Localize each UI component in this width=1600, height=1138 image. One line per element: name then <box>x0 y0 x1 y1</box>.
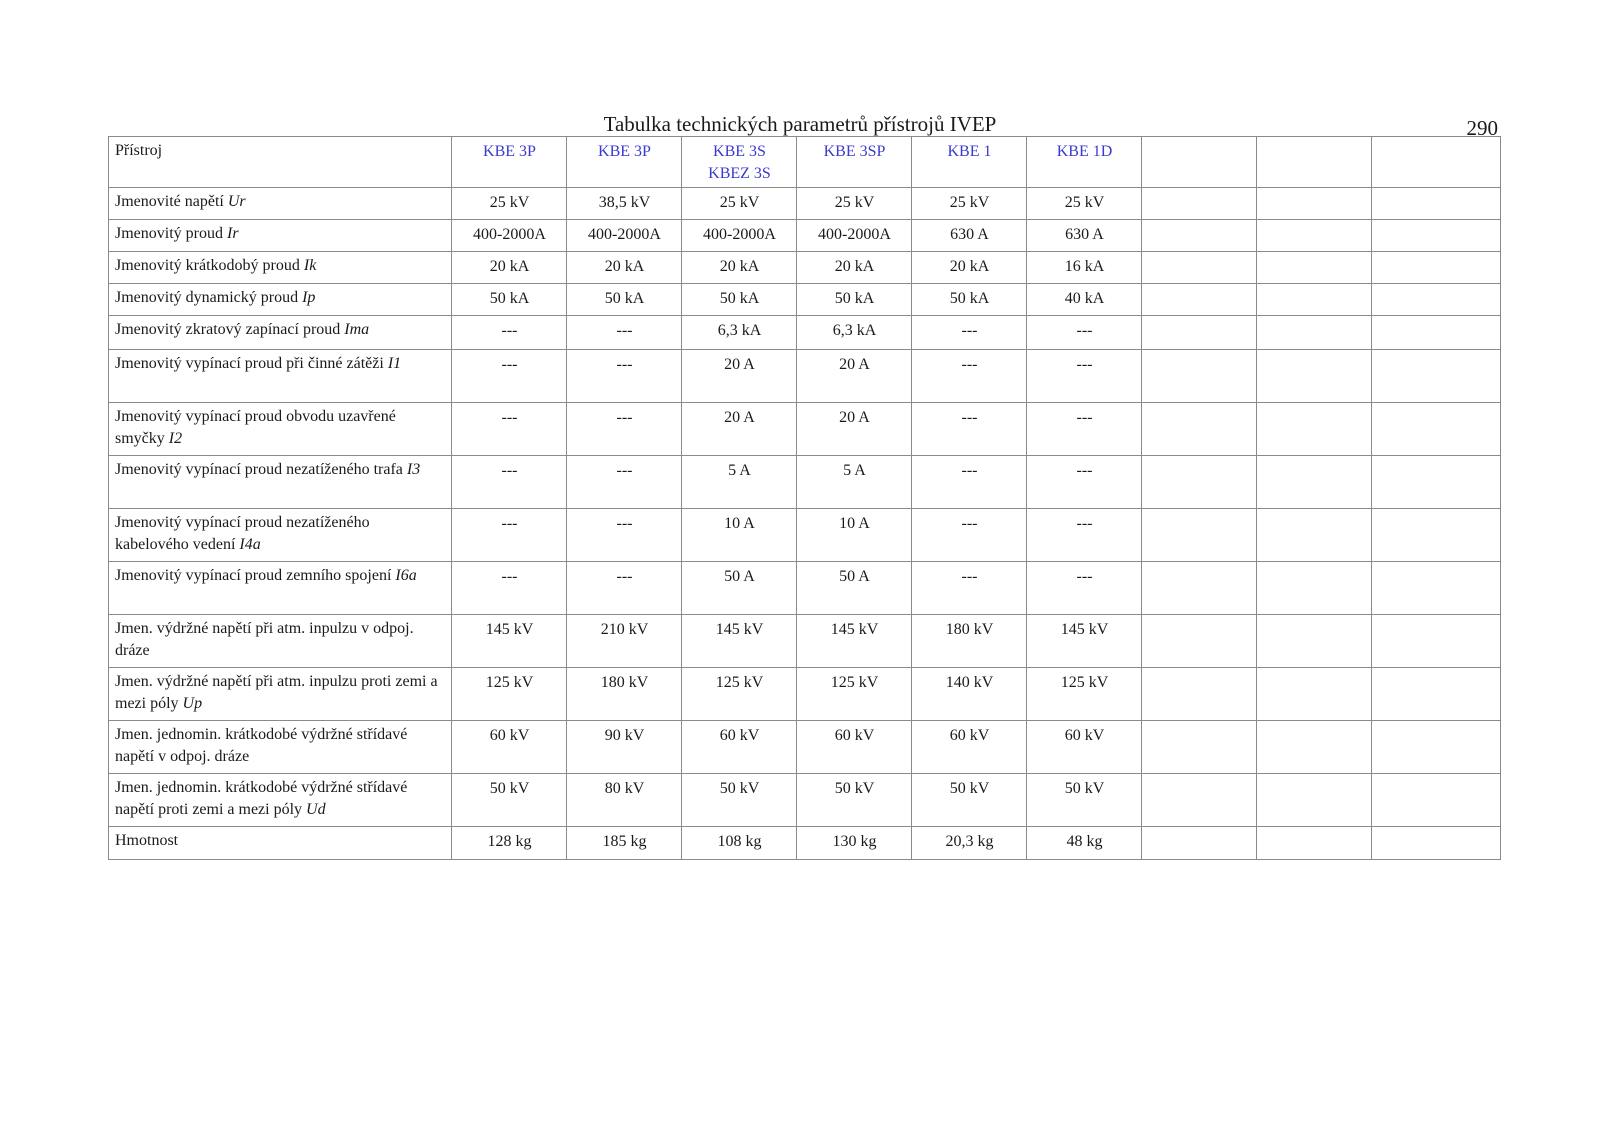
value-cell: --- <box>567 350 682 403</box>
value-cell <box>1257 188 1372 220</box>
table-row <box>109 220 1501 252</box>
table-row <box>109 774 1501 827</box>
value-cell: --- <box>567 403 682 456</box>
device-name: KBE 3P <box>598 143 651 160</box>
value-cell: --- <box>567 562 682 615</box>
header-device-cell <box>797 137 912 188</box>
value-cell: 630 A <box>912 220 1027 252</box>
value-cell: --- <box>452 316 567 350</box>
value-cell: 20 A <box>797 350 912 403</box>
value-cell <box>1257 220 1372 252</box>
value-cell <box>1142 721 1257 774</box>
parameter-label-cell <box>109 252 452 284</box>
value-cell: 25 kV <box>912 188 1027 220</box>
value-cell <box>1142 403 1257 456</box>
value-cell: 140 kV <box>912 668 1027 721</box>
value-cell: --- <box>1027 403 1142 456</box>
value-cell <box>1372 827 1501 860</box>
value-cell: --- <box>912 456 1027 509</box>
value-cell <box>1142 350 1257 403</box>
parameter-name: Jmenovitý proud <box>115 225 227 242</box>
value-cell: 60 kV <box>452 721 567 774</box>
value-cell <box>1257 562 1372 615</box>
value-cell: 400-2000A <box>682 220 797 252</box>
parameter-label-cell <box>109 774 452 827</box>
parameter-label-cell <box>109 403 452 456</box>
value-cell: 210 kV <box>567 615 682 668</box>
value-cell <box>1257 316 1372 350</box>
value-cell: 5 A <box>682 456 797 509</box>
parameter-symbol: Ima <box>344 321 370 338</box>
value-cell: --- <box>452 350 567 403</box>
value-cell: 400-2000A <box>797 220 912 252</box>
value-cell <box>1372 509 1501 562</box>
parameter-label-cell <box>109 827 452 860</box>
value-cell <box>1257 350 1372 403</box>
parameter-name: Jmen. jednomin. krátkodobé výdržné střídavé napětí proti zemi a mezi póly <box>115 779 408 818</box>
parameter-name: Jmenovitý vypínací proud nezatíženého trafa <box>115 461 407 478</box>
parameter-symbol: Up <box>182 695 203 712</box>
parameter-label-cell <box>109 668 452 721</box>
value-cell: 10 A <box>682 509 797 562</box>
parameter-label-cell <box>109 456 452 509</box>
value-cell <box>1372 668 1501 721</box>
value-cell: 50 kV <box>912 774 1027 827</box>
parameter-symbol: I1 <box>387 355 402 372</box>
value-cell: 50 kA <box>452 284 567 316</box>
value-cell: --- <box>567 509 682 562</box>
parameter-symbol: Ir <box>227 225 239 242</box>
parameter-name: Jmenovitý dynamický proud <box>115 289 303 306</box>
page-number: 290 <box>1466 116 1498 140</box>
value-cell: --- <box>1027 350 1142 403</box>
table-row <box>109 827 1501 860</box>
value-cell: --- <box>912 350 1027 403</box>
header-device-cell <box>1142 137 1257 188</box>
value-cell: 50 kA <box>912 284 1027 316</box>
value-cell: 60 kV <box>912 721 1027 774</box>
parameter-symbol: I4a <box>239 536 261 553</box>
value-cell <box>1372 188 1501 220</box>
table-row <box>109 456 1501 509</box>
value-cell: 60 kV <box>1027 721 1142 774</box>
value-cell <box>1372 774 1501 827</box>
value-cell: 38,5 kV <box>567 188 682 220</box>
value-cell <box>1372 284 1501 316</box>
value-cell <box>1257 403 1372 456</box>
parameter-symbol: Ud <box>306 801 326 818</box>
value-cell: 145 kV <box>452 615 567 668</box>
value-cell <box>1142 316 1257 350</box>
value-cell: 50 kV <box>797 774 912 827</box>
header-device-cell <box>682 137 797 188</box>
value-cell: 25 kV <box>1027 188 1142 220</box>
value-cell: 400-2000A <box>452 220 567 252</box>
value-cell <box>1142 562 1257 615</box>
value-cell: 180 kV <box>912 615 1027 668</box>
value-cell: 400-2000A <box>567 220 682 252</box>
table-row <box>109 403 1501 456</box>
value-cell <box>1142 774 1257 827</box>
value-cell <box>1142 615 1257 668</box>
value-cell: 130 kg <box>797 827 912 860</box>
parameter-symbol: Ik <box>303 257 317 274</box>
device-name: KBE 1D <box>1056 143 1113 160</box>
device-name: KBE 3P <box>483 143 536 160</box>
table-row <box>109 350 1501 403</box>
parameter-symbol: I3 <box>406 461 421 478</box>
value-cell: --- <box>567 456 682 509</box>
parameter-name: Jmen. jednomin. krátkodobé výdržné střídavé napětí v odpoj. dráze <box>115 726 408 765</box>
parameter-symbol: Ip <box>302 289 316 306</box>
device-name: KBE 1 <box>947 143 992 160</box>
value-cell: 20 kA <box>682 252 797 284</box>
value-cell: 125 kV <box>1027 668 1142 721</box>
value-cell <box>1257 509 1372 562</box>
device-name: KBE 3S <box>713 143 766 160</box>
value-cell: --- <box>1027 456 1142 509</box>
table-row <box>109 188 1501 220</box>
parameter-name: Jmenovitý krátkodobý proud <box>115 257 304 274</box>
value-cell <box>1257 721 1372 774</box>
value-cell: 125 kV <box>682 668 797 721</box>
value-cell: 90 kV <box>567 721 682 774</box>
parameter-symbol: I6a <box>395 567 417 584</box>
parameter-label-cell <box>109 350 452 403</box>
value-cell <box>1142 509 1257 562</box>
value-cell: 125 kV <box>452 668 567 721</box>
value-cell: 180 kV <box>567 668 682 721</box>
value-cell: 60 kV <box>797 721 912 774</box>
value-cell: 20 kA <box>912 252 1027 284</box>
value-cell <box>1372 403 1501 456</box>
value-cell <box>1372 456 1501 509</box>
table-row <box>109 721 1501 774</box>
parameter-label-cell <box>109 316 452 350</box>
value-cell: --- <box>567 316 682 350</box>
value-cell: 20 kA <box>797 252 912 284</box>
table-row <box>109 316 1501 350</box>
parameter-name: Jmenovité napětí <box>115 193 228 210</box>
value-cell: --- <box>452 403 567 456</box>
value-cell: --- <box>1027 316 1142 350</box>
value-cell <box>1142 456 1257 509</box>
value-cell: 185 kg <box>567 827 682 860</box>
value-cell: --- <box>912 403 1027 456</box>
value-cell: --- <box>452 509 567 562</box>
value-cell <box>1257 284 1372 316</box>
value-cell: 25 kV <box>452 188 567 220</box>
parameter-name: Hmotnost <box>115 832 179 849</box>
value-cell <box>1142 668 1257 721</box>
header-label-cell: Přístroj <box>109 137 452 188</box>
value-cell: 25 kV <box>682 188 797 220</box>
value-cell: --- <box>452 562 567 615</box>
table-body <box>109 137 1501 860</box>
value-cell: 50 kA <box>682 284 797 316</box>
value-cell: 48 kg <box>1027 827 1142 860</box>
table-row <box>109 615 1501 668</box>
parameter-name: Jmen. výdržné napětí při atm. inpulzu v odpoj. dráze <box>115 620 414 659</box>
value-cell <box>1257 252 1372 284</box>
table-row <box>109 562 1501 615</box>
header-device-cell <box>1372 137 1501 188</box>
parameter-symbol: Ur <box>227 193 246 210</box>
value-cell: 145 kV <box>1027 615 1142 668</box>
table-row <box>109 284 1501 316</box>
value-cell: 6,3 kA <box>682 316 797 350</box>
value-cell <box>1142 284 1257 316</box>
parameters-table <box>108 136 1501 860</box>
header-device-cell <box>1257 137 1372 188</box>
value-cell: 128 kg <box>452 827 567 860</box>
parameter-symbol: I2 <box>168 430 183 447</box>
value-cell: 145 kV <box>797 615 912 668</box>
value-cell <box>1372 220 1501 252</box>
header-device-cell <box>912 137 1027 188</box>
value-cell: 25 kV <box>797 188 912 220</box>
value-cell <box>1372 252 1501 284</box>
parameter-name: Jmenovitý vypínací proud zemního spojení <box>115 567 396 584</box>
value-cell <box>1142 220 1257 252</box>
value-cell: 20 kA <box>567 252 682 284</box>
header-device-cell <box>1027 137 1142 188</box>
value-cell: --- <box>912 509 1027 562</box>
parameter-label-cell <box>109 721 452 774</box>
table-header-row <box>109 137 1501 188</box>
value-cell: 16 kA <box>1027 252 1142 284</box>
parameter-label-cell <box>109 509 452 562</box>
parameter-label-cell <box>109 562 452 615</box>
parameter-label-cell <box>109 284 452 316</box>
device-name: KBEZ 3S <box>708 165 771 182</box>
table-row <box>109 509 1501 562</box>
value-cell <box>1372 562 1501 615</box>
value-cell <box>1257 827 1372 860</box>
table-row <box>109 252 1501 284</box>
value-cell: 5 A <box>797 456 912 509</box>
parameter-label-cell <box>109 188 452 220</box>
value-cell <box>1372 350 1501 403</box>
header-device-cell <box>452 137 567 188</box>
value-cell: 80 kV <box>567 774 682 827</box>
device-name: KBE 3SP <box>823 143 886 160</box>
value-cell <box>1257 668 1372 721</box>
value-cell: --- <box>912 562 1027 615</box>
value-cell: 50 A <box>797 562 912 615</box>
value-cell: --- <box>1027 509 1142 562</box>
value-cell: 50 kV <box>1027 774 1142 827</box>
value-cell: 630 A <box>1027 220 1142 252</box>
value-cell: --- <box>1027 562 1142 615</box>
parameter-name: Jmen. výdržné napětí při atm. inpulzu proti zemi a mezi póly <box>115 673 438 712</box>
value-cell <box>1142 188 1257 220</box>
value-cell: 6,3 kA <box>797 316 912 350</box>
value-cell: 10 A <box>797 509 912 562</box>
value-cell: 50 kV <box>682 774 797 827</box>
value-cell: 40 kA <box>1027 284 1142 316</box>
header-device-cell <box>567 137 682 188</box>
value-cell <box>1257 774 1372 827</box>
value-cell: 20 kA <box>452 252 567 284</box>
value-cell: 20 A <box>682 350 797 403</box>
value-cell: 20 A <box>797 403 912 456</box>
value-cell: 108 kg <box>682 827 797 860</box>
parameter-name: Jmenovitý zkratový zapínací proud <box>115 321 345 338</box>
value-cell: 125 kV <box>797 668 912 721</box>
value-cell: 50 kV <box>452 774 567 827</box>
parameter-name: Jmenovitý vypínací proud při činné zátěži <box>115 355 388 372</box>
value-cell: 50 A <box>682 562 797 615</box>
value-cell: 50 kA <box>797 284 912 316</box>
value-cell <box>1372 615 1501 668</box>
parameter-label-cell <box>109 615 452 668</box>
value-cell: 20,3 kg <box>912 827 1027 860</box>
value-cell: 20 A <box>682 403 797 456</box>
value-cell <box>1372 721 1501 774</box>
table-row <box>109 668 1501 721</box>
value-cell <box>1142 827 1257 860</box>
value-cell <box>1257 615 1372 668</box>
value-cell: --- <box>452 456 567 509</box>
value-cell: 50 kA <box>567 284 682 316</box>
value-cell <box>1142 252 1257 284</box>
parameter-name: Jmenovitý vypínací proud nezatíženého kabelového vedení <box>115 514 370 553</box>
value-cell <box>1372 316 1501 350</box>
parameter-name: Jmenovitý vypínací proud obvodu uzavřené smyčky <box>115 408 396 447</box>
value-cell: 145 kV <box>682 615 797 668</box>
document-title: Tabulka technických parametrů přístrojů IVEP <box>603 112 997 136</box>
value-cell: --- <box>912 316 1027 350</box>
value-cell <box>1257 456 1372 509</box>
parameter-label-cell <box>109 220 452 252</box>
value-cell: 60 kV <box>682 721 797 774</box>
